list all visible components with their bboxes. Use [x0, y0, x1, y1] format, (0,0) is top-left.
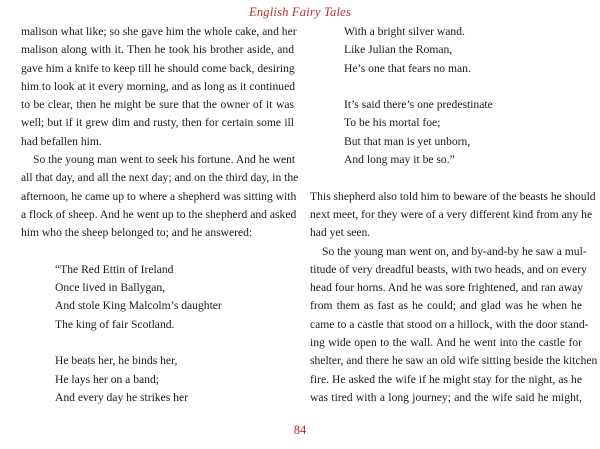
text-line: malison along with it. Then he took his brother aside, and — [21, 43, 294, 57]
text-line: was tired with a long journey; and the wife said he might, — [310, 390, 582, 404]
verse-gap — [21, 334, 294, 352]
verse-line: With a bright silver wand. — [344, 25, 465, 38]
text-line: So the young man went on, and by-and-by he saw a mul- — [322, 244, 587, 258]
verse-line: He’s one that fears no man. — [344, 61, 471, 75]
text-line: This shepherd also told him to beware of the beasts he should — [310, 189, 596, 203]
text-line: had befallen him. — [21, 134, 102, 148]
text-line: titude of very dreadful beasts, with two heads, and on every — [310, 262, 587, 276]
text-line: afternoon, he came up to where a shepherd was sitting with — [21, 189, 297, 203]
text-line: fire. He asked the wife if he might stay for the night, as he — [310, 372, 582, 386]
text-line: next meet, for they were of a very different kind from any he — [310, 207, 593, 221]
text-line: him who the sheep belonged to; and he answered: — [21, 226, 253, 240]
text-line: had yet seen. — [310, 226, 371, 240]
verse-line: Once lived in Ballygan, — [55, 281, 166, 295]
verse-line: But that man is yet unborn, — [344, 134, 471, 148]
right-column — [310, 23, 598, 407]
left-column — [21, 23, 299, 407]
running-title: English Fairy Tales — [249, 5, 351, 19]
text-line: shelter, and there he saw an old wife sitting beside the kitchen — [310, 354, 598, 368]
text-line: head four horns. And he was sore frightened, and ran away — [310, 281, 584, 295]
text-line: So the young man went to seek his fortune. And he went — [33, 153, 296, 167]
verse-line: It’s said there’s one predestinate — [344, 98, 493, 112]
text-line: well; but if it grew dim and rusty, then for certain some ill — [21, 116, 294, 130]
text-line: a flock of sheep. And he went up to the shepherd and asked — [21, 207, 297, 221]
text-line: all that day, and all the next day; and on the third day, in the — [21, 171, 299, 185]
verse-gap — [310, 169, 582, 187]
page-number: 84 — [293, 423, 307, 437]
text-line: from them as fast as he could; and glad was he when he — [310, 299, 582, 313]
verse-line: The king of fair Scotland. — [55, 317, 175, 331]
verse-line: And every day he strikes her — [55, 390, 188, 404]
verse-line: And long may it be so.” — [344, 153, 455, 167]
verse-line: “The Red Ettin of Ireland — [55, 262, 174, 276]
text-line: malison what like; so she gave him the whole cake, and her — [21, 25, 297, 38]
verse-line: He beats her, he binds her, — [55, 354, 178, 368]
verse-gap — [310, 78, 582, 96]
verse-line: Like Julian the Roman, — [344, 43, 453, 57]
text-line: to be clear, then he might be sure that the owner of it was — [21, 98, 294, 112]
verse-gap — [21, 243, 294, 261]
text-line: him to look at it every morning, and as long as it continued — [21, 79, 296, 93]
verse-line: He lays her on a band; — [55, 372, 159, 386]
text-line: ing wide open to the wall. And he went into the castle for — [310, 336, 582, 350]
text-line: gave him a knife to keep till he should come back, desiring — [21, 61, 295, 75]
verse-line: And stole King Malcolm’s daughter — [55, 299, 222, 313]
verse-line: To be his mortal foe; — [344, 116, 441, 130]
text-line: came to a castle that stood on a hillock, with the door stand- — [310, 317, 589, 331]
